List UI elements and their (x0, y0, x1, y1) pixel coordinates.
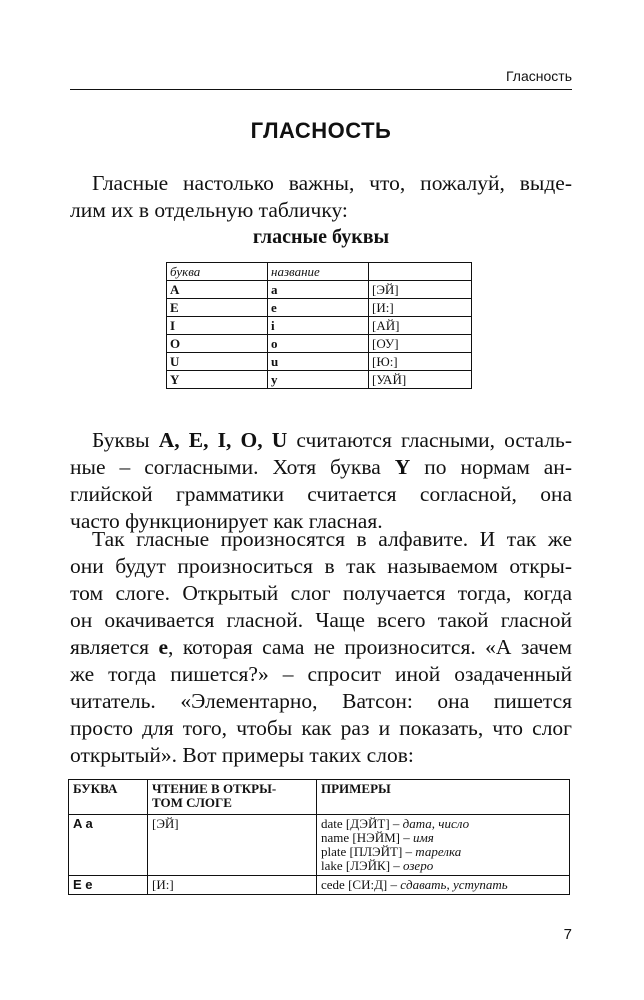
header-cell: ЧТЕНИЕ В ОТКРЫ- ТОМ СЛОГЕ (148, 780, 317, 815)
example-translation: имя (412, 830, 434, 845)
example-translation: дата, число (402, 816, 470, 831)
letter-cell: O (167, 335, 268, 353)
example-word: name (321, 830, 350, 845)
name-cell: e (268, 299, 369, 317)
table-header-row (167, 263, 472, 281)
example-line (321, 845, 565, 859)
text-span: по нормам ан- (410, 455, 572, 479)
header-cell (369, 263, 472, 281)
table-row (167, 317, 472, 335)
example-word: date (321, 816, 343, 831)
header-cell: название (268, 263, 369, 281)
name-cell: i (268, 317, 369, 335)
running-head: Гласность (506, 68, 572, 84)
vowels-paragraph (70, 427, 572, 535)
header-cell: ПРИМЕРЫ (317, 780, 570, 815)
name-cell: u (268, 353, 369, 371)
pronunciation-cell: [АЙ] (369, 317, 472, 335)
example-word: cede (321, 877, 345, 892)
reading-cell: [И:] (148, 876, 317, 895)
letter-cell: A a (69, 815, 148, 876)
table-row (167, 353, 472, 371)
example-translation: сдавать, уступать (400, 877, 508, 892)
text-line: Гласные настолько важны, что, пожалуй, выде- (92, 171, 572, 195)
text-line: Так гласные произносятся в алфавите. И так же (92, 527, 572, 551)
name-cell: a (268, 281, 369, 299)
text-line: часто функционирует как гласная. (70, 509, 383, 533)
table-row (69, 815, 570, 876)
example-line (321, 817, 565, 831)
table-row (167, 281, 472, 299)
example-transcription: [ЛЭЙК] – (342, 858, 404, 873)
pronunciation-cell: [Ю:] (369, 353, 472, 371)
header-rule (70, 89, 572, 90)
example-line (321, 831, 565, 845)
page-number: 7 (563, 926, 572, 943)
examples-cell (317, 815, 570, 876)
text-span: Буквы (92, 428, 159, 452)
examples-table (68, 779, 570, 895)
text-line: том слоге. Открытый слог получается тогда, когда (70, 581, 572, 605)
pronunciation-cell: [И:] (369, 299, 472, 317)
bold-letters: A, E, I, O, U (158, 428, 288, 452)
text-span: , которая сама не произносится. «А зачем (168, 635, 572, 659)
table-row (167, 371, 472, 389)
text-span: ные – согласными. Хотя буква (70, 455, 395, 479)
text-line: они будут произноситься в так называемом откры- (70, 554, 572, 578)
name-cell: y (268, 371, 369, 389)
intro-paragraph (70, 170, 572, 224)
bold-letter: e (158, 635, 168, 659)
header-cell: БУКВА (69, 780, 148, 815)
example-translation: озеро (403, 858, 434, 873)
example-transcription: [ДЭЙТ] – (342, 816, 403, 831)
example-word: lake (321, 858, 343, 873)
table-row (167, 299, 472, 317)
text-line: просто для того, чтобы как раз и показать, что слог (70, 716, 572, 740)
text-line: же тогда пишется?» – спросит иной озадаченный (70, 662, 572, 686)
pronunciation-cell: [УАЙ] (369, 371, 472, 389)
table-header-row (69, 780, 570, 815)
letter-cell: U (167, 353, 268, 371)
text-line: он окачивается гласной. Чаще всего такой гласной (70, 608, 572, 632)
letter-cell: I (167, 317, 268, 335)
letter-cell: Y (167, 371, 268, 389)
text-line (70, 427, 572, 454)
text-line (70, 454, 572, 481)
name-cell: o (268, 335, 369, 353)
letter-cell: A (167, 281, 268, 299)
text-span: является (70, 635, 159, 659)
pronunciation-cell: [ЭЙ] (369, 281, 472, 299)
example-line (321, 878, 565, 892)
vowel-table-caption: гласные буквы (252, 226, 390, 248)
table-row (69, 876, 570, 895)
open-syllable-paragraph (70, 526, 572, 769)
example-transcription: [СИ:Д] – (344, 877, 401, 892)
example-transcription: [НЭЙМ] – (349, 830, 413, 845)
vowel-table (166, 262, 472, 389)
page-title: ГЛАСНОСТЬ (250, 118, 392, 143)
letter-cell: E (167, 299, 268, 317)
letter-cell: E e (69, 876, 148, 895)
text-line: читатель. «Элементарно, Ватсон: она пишется (70, 689, 572, 713)
table-row (167, 335, 472, 353)
pronunciation-cell: [ОУ] (369, 335, 472, 353)
text-line (70, 634, 572, 661)
reading-cell: [ЭЙ] (148, 815, 317, 876)
examples-cell (317, 876, 570, 895)
text-span: считаются гласными, осталь- (287, 428, 572, 452)
example-translation: тарелка (415, 844, 462, 859)
example-word: plate (321, 844, 347, 859)
text-line: лим их в отдельную табличку: (70, 198, 348, 222)
text-line: глийской грамматики считается согласной, она (70, 482, 572, 506)
text-line: открытый». Вот примеры таких слов: (70, 743, 414, 767)
example-transcription: [ПЛЭЙТ] – (346, 844, 416, 859)
bold-letter: Y (394, 455, 411, 479)
example-line (321, 859, 565, 873)
header-cell: буква (167, 263, 268, 281)
